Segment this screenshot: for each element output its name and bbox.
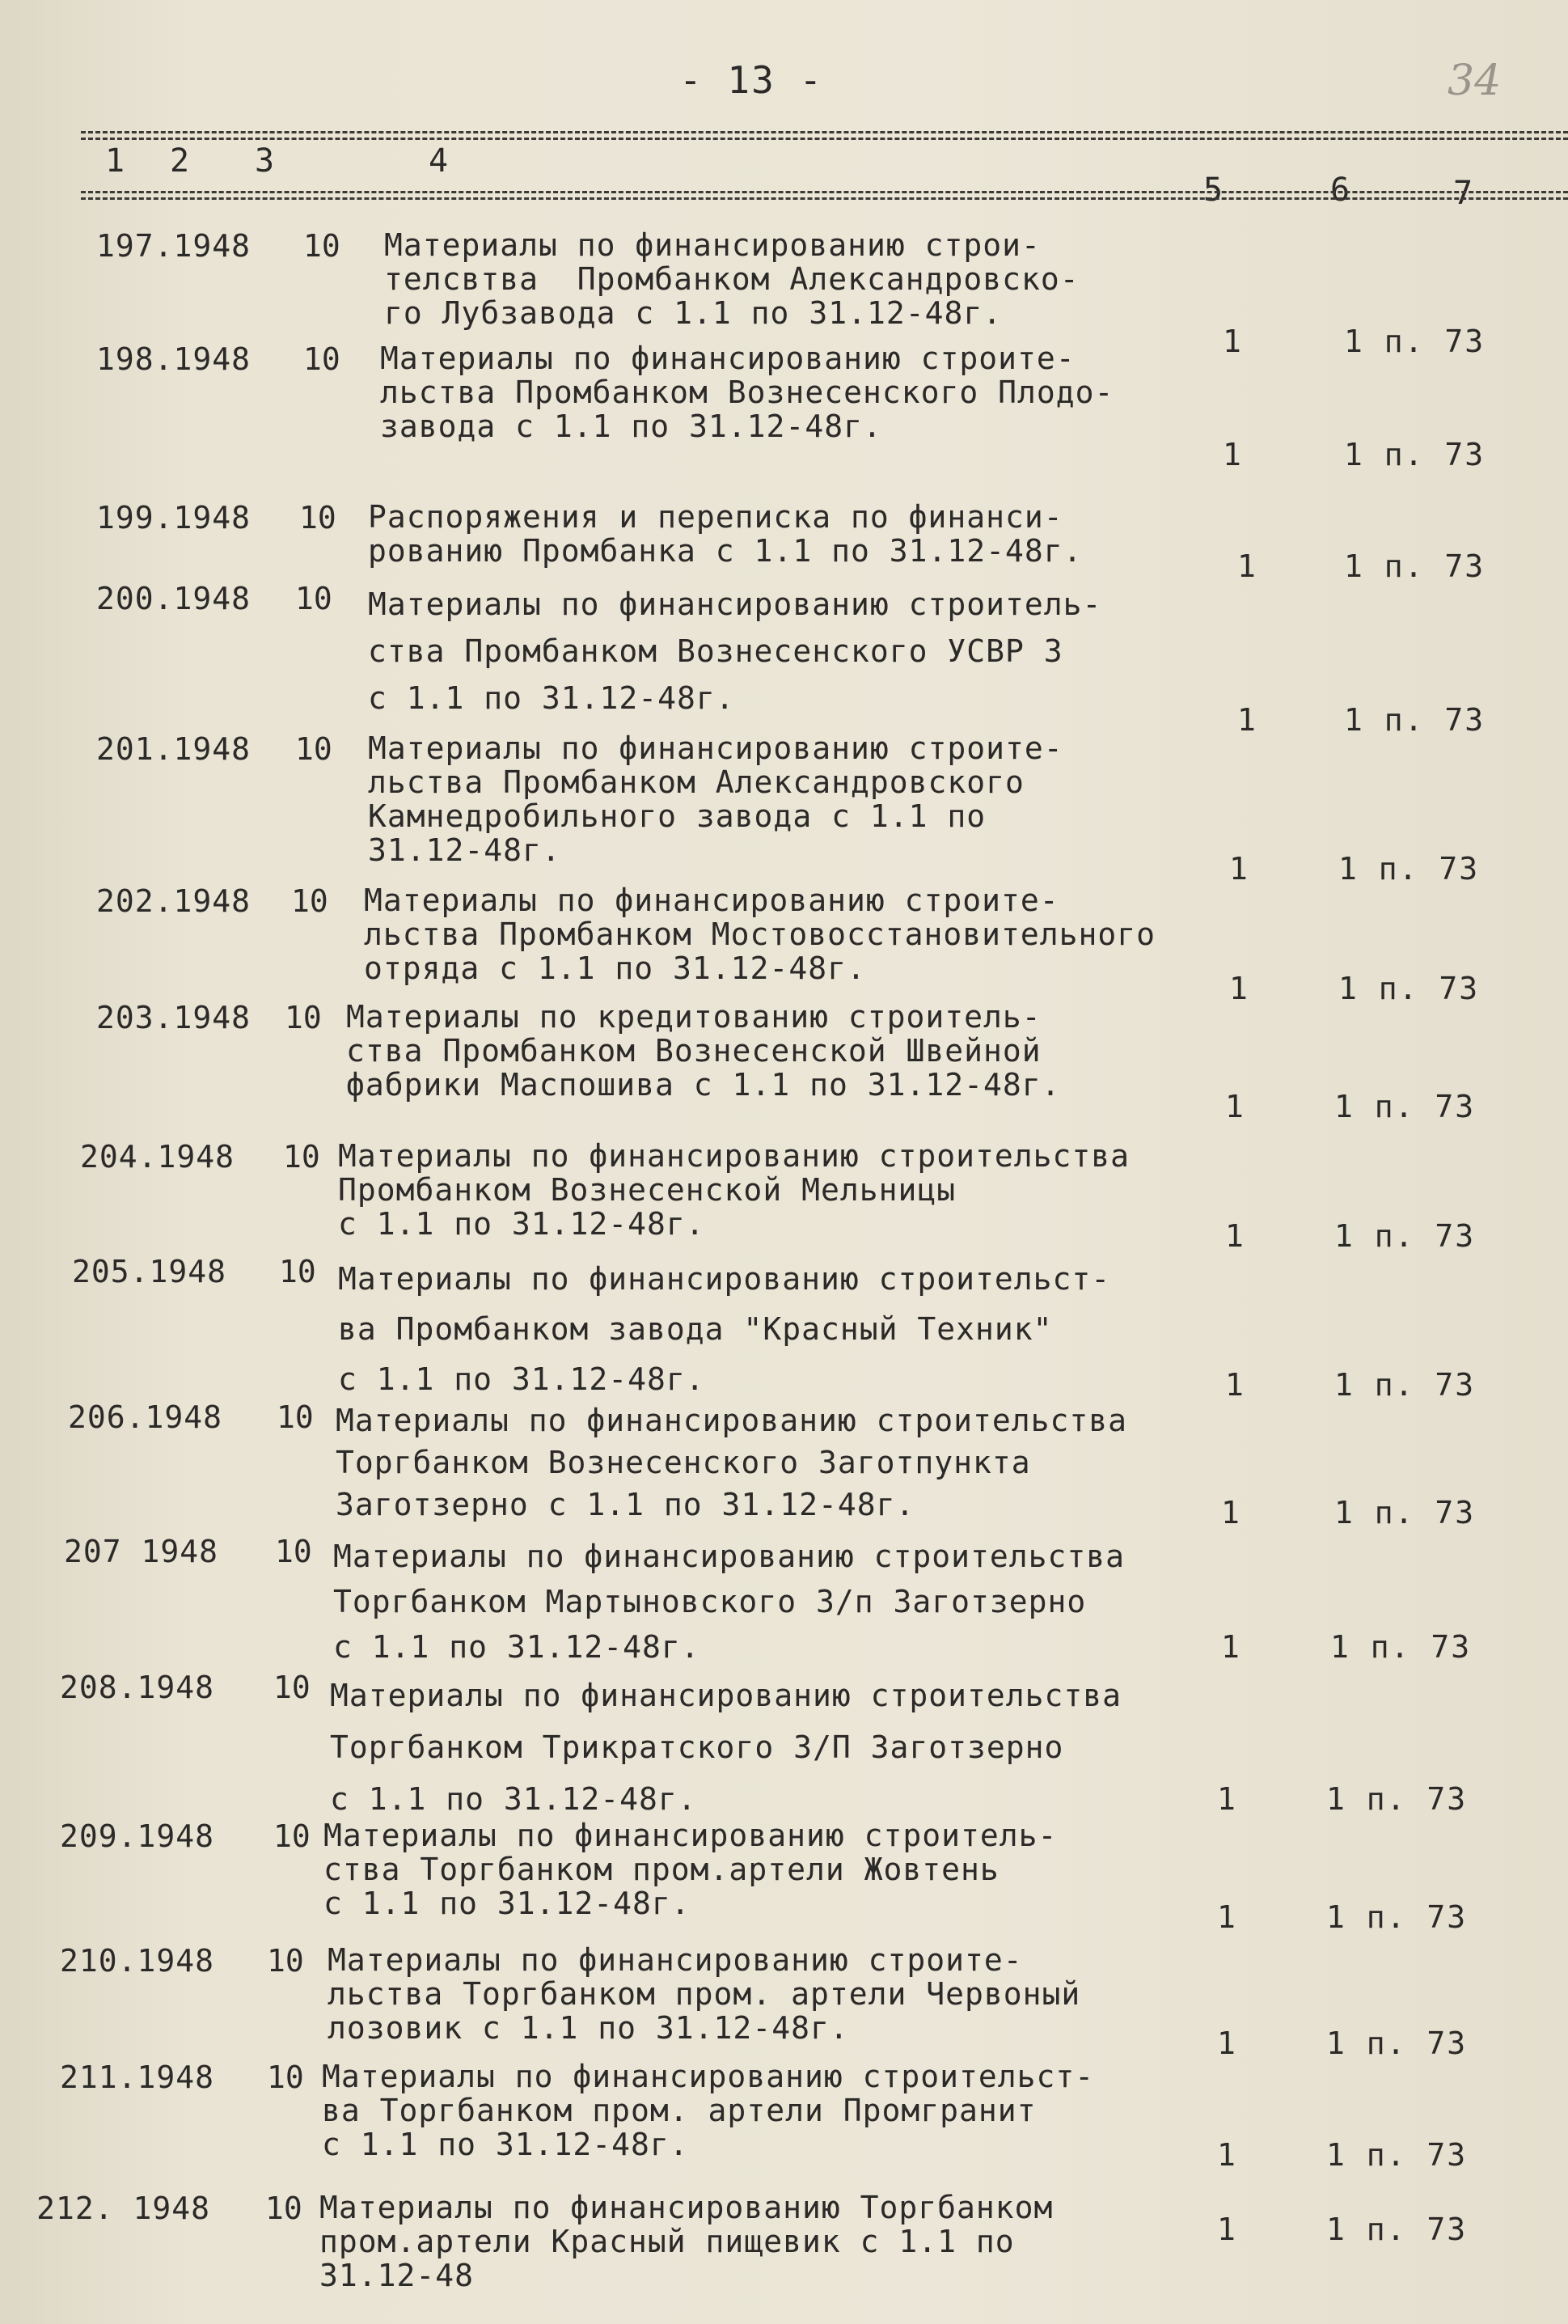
row-col5: 1 [1225,1218,1244,1254]
row-col7: 1 п. 73 [1326,2137,1468,2173]
row-number: 203.1948 [95,1000,251,1035]
row-number: 209.1948 [59,1818,214,1854]
header-rule-top [81,131,1568,133]
row-col7: 1 п. 73 [1344,702,1486,738]
row-number: 211.1948 [59,2059,214,2095]
row-col5: 1 [1217,2137,1236,2173]
row-col3: 10 [283,1139,320,1175]
row-col5: 1 [1217,1899,1236,1935]
row-description: Материалы по финансированию строительст- ва Промбанком завода "Красный Техник" с 1.1 по 31.12-48г. [338,1261,1111,1397]
column-number: 1 [105,142,125,180]
row-description: Материалы по финансированию строительст- ва Торгбанком пром. артели Промгранит с 1.1 по 31.12-48г. [322,2059,1095,2162]
row-col5: 1 [1221,1495,1240,1530]
row-description: Материалы по финансированию строи- телсвтва Промбанком Александровско- го Лубзавода с 1.1 по 31.12-48г. [384,227,1080,331]
row-col3: 10 [265,2191,302,2226]
row-col5: 1 [1225,1367,1244,1403]
header-rule-bottom-double [81,197,1568,200]
row-description: Материалы по финансированию строите- льства Промбанком Мостовосстановительного отряда с 1.1 по 31.12-48г. [364,883,1156,986]
row-number: 206.1948 [67,1399,222,1435]
row-col7: 1 п. 73 [1330,1629,1472,1665]
row-number: 197.1948 [95,228,251,264]
archive-sheet-number: 34 [1448,57,1502,105]
column-number: 2 [170,142,190,180]
row-description: Материалы по финансированию Торгбанком пром.артели Красный пищевик с 1.1 по 31.12-48 [319,2190,1054,2293]
row-description: Материалы по кредитованию строитель- ства Промбанком Вознесенской Швейной фабрики Маспошива с 1.1 по 31.12-48г. [346,999,1061,1103]
row-description: Материалы по финансированию строите- льства Торгбанком пром. артели Червоный лозовик с 1.1 по 31.12-48г. [328,1942,1081,2046]
row-description: Материалы по финансированию строительства Промбанком Вознесенской Мельницы с 1.1 по 31.12-48г. [338,1138,1130,1242]
row-col7: 1 п. 73 [1338,851,1480,887]
row-col7: 1 п. 73 [1334,1218,1476,1254]
column-number: 6 [1330,171,1350,209]
row-col3: 10 [285,1000,322,1035]
row-col7: 1 п. 73 [1338,971,1480,1006]
row-col5: 1 [1221,1629,1240,1665]
row-col7: 1 п. 73 [1344,437,1486,472]
row-number: 212. 1948 [36,2191,210,2226]
row-col7: 1 п. 73 [1326,1781,1468,1817]
row-col5: 1 [1223,324,1241,359]
row-col3: 10 [303,228,340,264]
row-col3: 10 [291,883,328,919]
row-col5: 1 [1229,971,1248,1006]
row-col3: 10 [303,341,340,377]
row-col7: 1 п. 73 [1334,1089,1476,1124]
row-col3: 10 [273,1818,311,1854]
row-number: 205.1948 [71,1254,226,1289]
row-number: 198.1948 [95,341,251,377]
row-col5: 1 [1237,702,1256,738]
page-number: - 13 - [679,58,824,102]
row-col7: 1 п. 73 [1344,548,1486,584]
column-numbers-header [0,142,1568,212]
row-col3: 10 [279,1254,316,1289]
row-description: Материалы по финансированию строительства Торгбанком Трикратского З/П Заготзерно с 1.1 по 31.12-48г. [330,1678,1122,1817]
column-number: 3 [255,142,275,180]
row-col3: 10 [277,1399,314,1435]
row-number: 202.1948 [95,883,251,919]
row-number: 207 1948 [63,1534,218,1569]
row-col5: 1 [1229,851,1248,887]
row-col5: 1 [1217,2026,1236,2061]
column-number: 5 [1203,171,1224,209]
row-col5: 1 [1217,2212,1236,2247]
row-col7: 1 п. 73 [1334,1495,1476,1530]
row-col7: 1 п. 73 [1326,2026,1468,2061]
row-description: Материалы по финансированию строите- льства Промбанком Вознесенского Плодо- завода с 1.1 по 31.12-48г. [380,341,1114,444]
column-number: 4 [429,142,449,180]
row-col3: 10 [273,1670,311,1705]
row-col5: 1 [1217,1781,1236,1817]
row-col7: 1 п. 73 [1326,1899,1468,1935]
column-number: 7 [1453,175,1473,212]
row-col3: 10 [299,500,336,535]
row-col3: 10 [267,1943,304,1979]
row-col7: 1 п. 73 [1344,324,1486,359]
row-description: Материалы по финансированию строительства Торгбанком Вознесенского Заготпункта Заготзерно с 1.1 по 31.12-48г. [336,1403,1127,1522]
row-number: 210.1948 [59,1943,214,1979]
row-number: 199.1948 [95,500,251,535]
row-col5: 1 [1237,548,1256,584]
header-rule-bottom [81,191,1568,193]
row-description: Материалы по финансированию строитель- ства Торгбанком пром.артели Жовтень с 1.1 по 31.12-48г. [323,1818,1058,1921]
header-rule-top-double [81,138,1568,140]
row-col5: 1 [1223,437,1241,472]
row-description: Материалы по финансированию строите- льства Промбанком Александровского Камнедробильного завода с 1.1 по 31.12-48г. [368,730,1063,868]
row-col7: 1 п. 73 [1326,2212,1468,2247]
row-col5: 1 [1225,1089,1244,1124]
row-col3: 10 [275,1534,312,1569]
row-description: Материалы по финансированию строительства Торгбанком Мартыновского З/п Заготзерно с 1.1 по 31.12-48г. [333,1539,1125,1665]
row-col7: 1 п. 73 [1334,1367,1476,1403]
row-number: 208.1948 [59,1670,214,1705]
row-description: Распоряжения и переписка по финанси- рованию Промбанка с 1.1 по 31.12-48г. [368,499,1083,569]
row-col3: 10 [295,581,332,616]
row-col3: 10 [267,2059,304,2095]
row-col3: 10 [295,731,332,767]
row-number: 201.1948 [95,731,251,767]
row-number: 204.1948 [79,1139,235,1175]
row-description: Материалы по финансированию строитель- ства Промбанком Вознесенского УСВР 3 с 1.1 по 31.12-48г. [368,586,1102,716]
row-number: 200.1948 [95,581,251,616]
